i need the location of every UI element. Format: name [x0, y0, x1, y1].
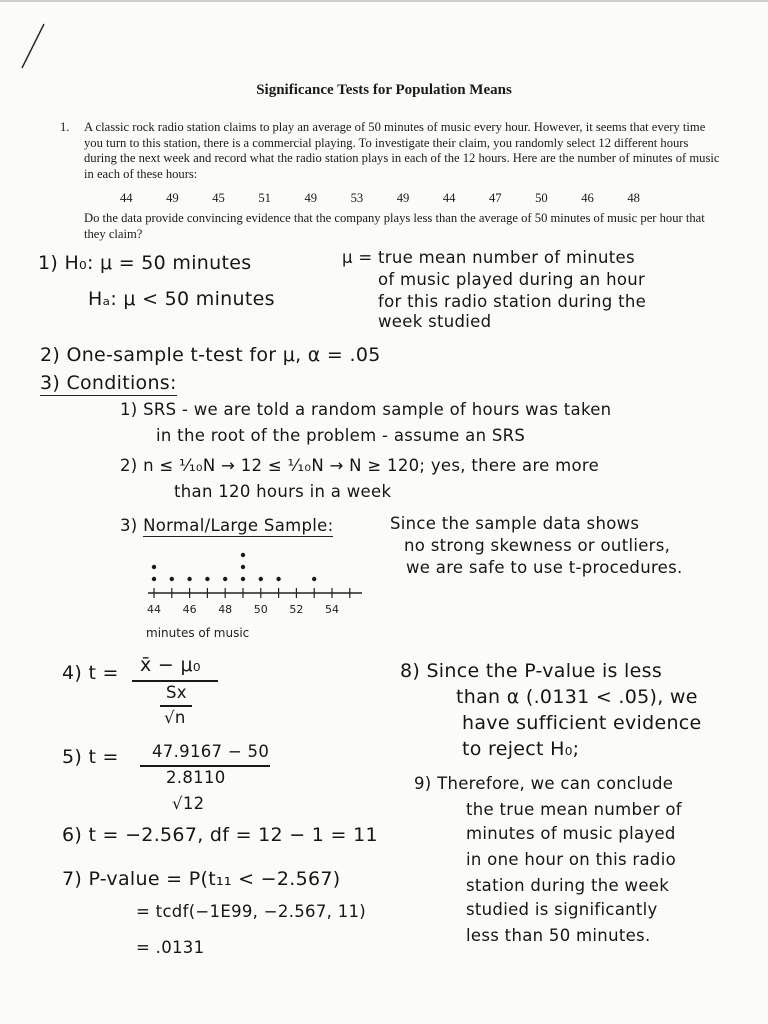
step8-line-4: to reject H₀;: [462, 738, 580, 760]
dotplot-tick-labels: [147, 603, 339, 616]
data-value: 46: [581, 191, 594, 205]
dotplot-dot: [187, 577, 191, 581]
conditions-heading: [40, 372, 177, 394]
dotplot-tick-label: 52: [289, 603, 304, 616]
dotplot-dot: [312, 577, 316, 581]
step4-numerator: x̄ − μ₀: [140, 654, 201, 676]
condition-normal-heading: [120, 516, 333, 535]
step6-result: 6) t = −2.567, df = 12 − 1 = 11: [62, 824, 378, 846]
data-value: 45: [212, 191, 225, 205]
data-value: 49: [304, 191, 318, 205]
step9-line-7: less than 50 minutes.: [466, 926, 651, 945]
data-value: 53: [350, 191, 364, 205]
step4-inner-bar: [160, 705, 192, 707]
data-value: 44: [442, 191, 456, 205]
dotplot-dot: [223, 577, 227, 581]
conditions-label: 3) Conditions:: [40, 372, 177, 394]
condition-srs-line-1: 1) SRS - we are told a random sample of hours was taken: [120, 400, 612, 419]
data-value: 49: [166, 191, 179, 205]
mu-definition-line-2: of music played during an hour: [378, 270, 646, 289]
dotplot: [140, 545, 370, 645]
step8-line-2: than α (.0131 < .05), we: [456, 686, 698, 708]
step7-pvalue: 7) P-value = P(t₁₁ < −2.567): [62, 868, 341, 890]
problem-question: Do the data provide convincing evidence that the company plays less than the average of 50 minutes of music per hour that they claim?: [84, 211, 705, 241]
dotplot-tick-label: 50: [253, 603, 268, 616]
step9-line-5: station during the week: [466, 876, 670, 895]
data-value: 48: [627, 191, 640, 205]
dotplot-dot: [152, 577, 156, 581]
data-value: 51: [258, 191, 271, 205]
condition-normal-prefix: 3): [120, 516, 138, 535]
data-value: 49: [396, 191, 410, 205]
dotplot-dot: [276, 577, 280, 581]
alternative-hypothesis: Hₐ: μ < 50 minutes: [88, 288, 275, 310]
pen-slash-mark: [14, 18, 54, 78]
dotplot-tick-label: 44: [147, 603, 161, 616]
null-hypothesis: 1) H₀: μ = 50 minutes: [38, 252, 252, 274]
step5-denominator-bottom: √12: [172, 794, 205, 813]
dotplot-dot: [259, 577, 263, 581]
dotplot-tick-label: 46: [182, 603, 197, 616]
problem-text: A classic rock radio station claims to play an average of 50 minutes of music every hour. However, it seems that every time you turn to this station, there is a commercial playing. To investigate their claim, you randomly select 12 different hours during the next week and record what the radio station plays in each of the 12 hours. Here are the number of minutes of music in each of these hours:: [84, 120, 720, 181]
step4-denominator-bottom: √n: [164, 708, 186, 727]
problem-number: 1.: [60, 120, 70, 134]
condition-srs-line-2: in the root of the problem - assume an SRS: [156, 426, 526, 445]
dotplot-dots: [152, 553, 317, 581]
dotplot-dot: [152, 565, 156, 569]
step7-result: = .0131: [136, 938, 205, 957]
step4-prefix: 4) t =: [62, 662, 119, 684]
page-top-edge: [0, 0, 768, 2]
step5-prefix: 5) t =: [62, 746, 119, 768]
dotplot-axis-label: minutes of music: [146, 626, 250, 640]
step9-line-3: minutes of music played: [466, 824, 676, 843]
dotplot-dot: [241, 565, 245, 569]
dotplot-dot: [205, 577, 209, 581]
page-title: Significance Tests for Population Means: [256, 82, 512, 98]
data-values: [120, 191, 640, 206]
dotplot-tick-label: 54: [325, 603, 339, 616]
data-value: 44: [120, 191, 133, 205]
step8-line-1: 8) Since the P-value is less: [400, 660, 663, 682]
step9-line-6: studied is significantly: [466, 900, 658, 919]
data-value: 50: [535, 191, 548, 205]
mu-definition-line-3: for this radio station during the: [378, 292, 647, 311]
dotplot-tick-label: 48: [218, 603, 233, 616]
mu-definition-line-1: μ = true mean number of minutes: [342, 248, 635, 267]
step8-line-3: have sufficient evidence: [462, 712, 702, 734]
step9-line-2: the true mean number of: [466, 800, 682, 819]
step5-fraction-bar: [140, 765, 270, 767]
step4-fraction-bar: [132, 680, 218, 682]
step9-line-1: 9) Therefore, we can conclude: [414, 774, 674, 793]
condition-ten-percent-line-1: 2) n ≤ ¹⁄₁₀N → 12 ≤ ¹⁄₁₀N → N ≥ 120; yes, there are more: [120, 456, 600, 475]
condition-normal-label: Normal/Large Sample:: [143, 516, 334, 535]
mu-definition-line-4: week studied: [378, 312, 492, 331]
step5-numerator: 47.9167 − 50: [152, 742, 270, 761]
condition-normal-text-2: no strong skewness or outliers,: [404, 536, 671, 555]
step9-line-4: in one hour on this radio: [466, 850, 676, 869]
data-value: 47: [489, 191, 502, 205]
condition-ten-percent-line-2: than 120 hours in a week: [174, 482, 392, 501]
test-name: 2) One-sample t-test for μ, α = .05: [40, 344, 381, 366]
step5-denominator-top: 2.8110: [166, 768, 226, 787]
step4-denominator-top: Sx: [166, 683, 187, 702]
dotplot-dot: [241, 577, 245, 581]
dotplot-dot: [170, 577, 174, 581]
dotplot-dot: [241, 553, 245, 557]
step7-tcdf: = tcdf(−1E99, −2.567, 11): [136, 902, 367, 921]
condition-normal-text-1: Since the sample data shows: [390, 514, 640, 533]
condition-normal-text-3: we are safe to use t-procedures.: [406, 558, 683, 577]
